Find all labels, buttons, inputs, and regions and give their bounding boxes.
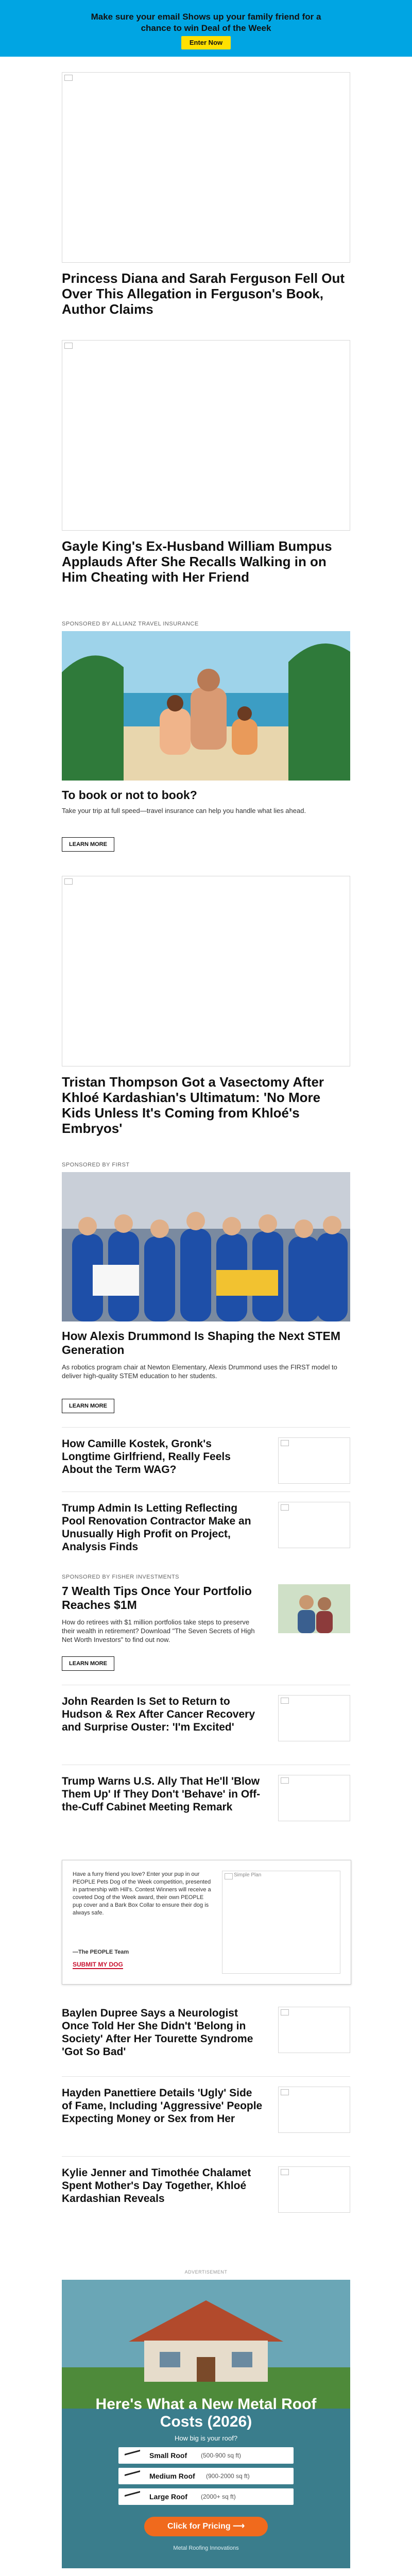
short-list-item[interactable] xyxy=(62,2166,350,2228)
beach-scene-illustration xyxy=(62,631,350,781)
thumbnail[interactable] xyxy=(278,2007,350,2053)
top-banner xyxy=(0,0,412,57)
team-photo-illustration xyxy=(62,1172,350,1321)
short-list-title[interactable]: Baylen Dupree Says a Neurologist Once Told Her She Didn't 'Belong in Society' After Her Tourette Syndrome 'Got So Bad' xyxy=(62,2007,253,2058)
short-list-title[interactable]: Trump Admin Is Letting Reflecting Pool Renovation Contractor Make an Unusually High Profit on Project, Analysis Finds xyxy=(62,1502,251,1553)
roof-icon xyxy=(125,2450,140,2462)
click-for-pricing-button[interactable]: Click for Pricing ⟶ xyxy=(144,2517,268,2536)
sponsored-thumbnail[interactable] xyxy=(278,1584,350,1633)
sponsor-label: SPONSORED BY FISHER INVESTMENTS xyxy=(62,1574,180,1580)
thumbnail[interactable] xyxy=(278,2166,350,2213)
roof-option-range: (500-900 sq ft) xyxy=(201,2452,242,2459)
short-list-item[interactable] xyxy=(62,1437,350,1484)
enter-now-button[interactable]: Enter Now xyxy=(181,36,231,49)
promo-image xyxy=(222,1871,340,1974)
roof-icon xyxy=(125,2470,140,2482)
sponsored-image-team[interactable] xyxy=(62,1172,350,1321)
broken-image-icon xyxy=(64,75,73,81)
divider xyxy=(62,2156,350,2157)
thumbnail[interactable] xyxy=(278,2087,350,2133)
learn-more-button[interactable]: LEARN MORE xyxy=(62,1656,114,1671)
broken-image-icon xyxy=(64,878,73,885)
broken-image-icon xyxy=(64,343,73,349)
divider xyxy=(62,1427,350,1428)
roof-option-label: Small Roof xyxy=(149,2451,187,2460)
advertisement-label: ADVERTISEMENT xyxy=(184,2269,228,2275)
promo-image-label: Simple Plan xyxy=(234,1872,262,1878)
short-list-item[interactable] xyxy=(62,1502,350,1564)
short-list-title[interactable]: Hayden Panettiere Details 'Ugly' Side of Fame, Including 'Aggressive' People Expecting Money or Sex from Her xyxy=(62,2087,263,2125)
short-list-item[interactable] xyxy=(62,2007,350,2069)
article-summary: Take your trip at full speed—travel insurance can help you handle what lies ahead. xyxy=(62,807,306,815)
dog-contest-promo xyxy=(62,1860,351,1985)
broken-image-icon xyxy=(281,1698,289,1704)
roof-icon xyxy=(125,2491,140,2503)
short-list-title[interactable]: Trump Warns U.S. Ally That He'll 'Blow Them Up' If They Don't 'Behave' in Off-the-Cuff Cabinet Meeting Remark xyxy=(62,1775,261,1813)
roof-ad-headline: Here's What a New Metal Roof Costs (2026) xyxy=(95,2396,317,2430)
broken-image-icon xyxy=(281,1440,289,1446)
article-title[interactable]: 7 Wealth Tips Once Your Portfolio Reaches $1M xyxy=(62,1584,252,1612)
thumbnail[interactable] xyxy=(278,1437,350,1484)
short-list-title[interactable]: John Rearden Is Set to Return to Hudson & Rex After Cancer Recovery and Surprise Ouster: 'I'm Excited' xyxy=(62,1696,255,1733)
article-summary: As robotics program chair at Newton Elementary, Alexis Drummond uses the FIRST model to deliver high-quality STEM education to her students. xyxy=(62,1363,337,1380)
short-list-title[interactable]: How Camille Kostek, Gronk's Longtime Girlfriend, Really Feels About the Term WAG? xyxy=(62,1438,231,1476)
article-title[interactable]: To book or not to book? xyxy=(62,788,197,802)
sponsor-label: SPONSORED BY ALLIANZ TRAVEL INSURANCE xyxy=(62,621,199,627)
divider xyxy=(62,2076,350,2077)
roof-option-range: (2000+ sq ft) xyxy=(201,2493,236,2500)
roof-ad-footer: Metal Roofing Innovations xyxy=(173,2545,239,2551)
short-list-title[interactable]: Kylie Jenner and Timothée Chalamet Spent Mother's Day Together, Khloé Kardashian Reveals xyxy=(62,2167,251,2205)
people-thumbnail-illustration xyxy=(278,1584,350,1633)
broken-image-icon xyxy=(281,2009,289,2015)
roof-option-range: (900-2000 sq ft) xyxy=(206,2472,250,2480)
short-list-item[interactable] xyxy=(62,1775,350,1837)
article-title[interactable]: Tristan Thompson Got a Vasectomy After Khloé Kardashian's Ultimatum: 'No More Kids Unless It's Coming from Khloé's Embryos' xyxy=(62,1074,324,1136)
learn-more-button[interactable]: LEARN MORE xyxy=(62,1399,114,1413)
roof-option[interactable] xyxy=(118,2468,294,2484)
roof-ad-subhead: How big is your roof? xyxy=(174,2434,238,2442)
roof-option-label: Medium Roof xyxy=(149,2472,195,2480)
thumbnail[interactable] xyxy=(278,1775,350,1821)
broken-image-icon xyxy=(281,1504,289,1511)
broken-image-icon xyxy=(281,2169,289,2175)
broken-image-icon xyxy=(281,1777,289,1784)
promo-text: Have a furry friend you love? Enter your pup in our PEOPLE Pets Dog of the Week competition, presented in partnership with Hill's. Contest Winners will receive a coveted Dog of the Week award, their own PEOPLE pup cover and a Bark Box Collar to ensure their dog is always safe. xyxy=(73,1871,211,1916)
broken-image-icon xyxy=(225,1873,233,1879)
roof-option[interactable] xyxy=(118,2447,294,2464)
house-roof-illustration xyxy=(62,2280,350,2409)
submit-my-dog-link[interactable]: SUBMIT MY DOG xyxy=(73,1961,123,1968)
article-summary: How do retirees with $1 million portfolios take steps to preserve their wealth in retirement? Download "The Seven Secrets of High Net Worth Investors" to find out now. xyxy=(62,1618,255,1643)
article-image[interactable] xyxy=(62,72,350,263)
article-title[interactable]: Princess Diana and Sarah Ferguson Fell Out Over This Allegation in Ferguson's Book, Author Claims xyxy=(62,270,345,317)
short-list-item[interactable] xyxy=(62,2087,350,2148)
short-list-item[interactable] xyxy=(62,1695,350,1757)
sponsored-image-beach[interactable] xyxy=(62,631,350,781)
learn-more-button[interactable]: LEARN MORE xyxy=(62,837,114,852)
broken-image-icon xyxy=(281,2089,289,2095)
roof-option-label: Large Roof xyxy=(149,2493,187,2501)
article-image[interactable] xyxy=(62,340,350,531)
thumbnail[interactable] xyxy=(278,1695,350,1741)
roof-option[interactable] xyxy=(118,2488,294,2505)
top-banner-text: Make sure your email Shows up your family friend for a chance to win Deal of the Week xyxy=(91,12,321,33)
article-title[interactable]: Gayle King's Ex-Husband William Bumpus Applauds After She Recalls Walking in on Him Cheating with Her Friend xyxy=(62,538,332,585)
article-image[interactable] xyxy=(62,876,350,1066)
article-title[interactable]: How Alexis Drummond Is Shaping the Next STEM Generation xyxy=(62,1329,340,1357)
promo-signature: —The PEOPLE Team xyxy=(73,1949,129,1955)
metal-roof-ad[interactable] xyxy=(62,2280,350,2568)
thumbnail[interactable] xyxy=(278,1502,350,1548)
sponsor-label: SPONSORED BY FIRST xyxy=(62,1162,130,1168)
